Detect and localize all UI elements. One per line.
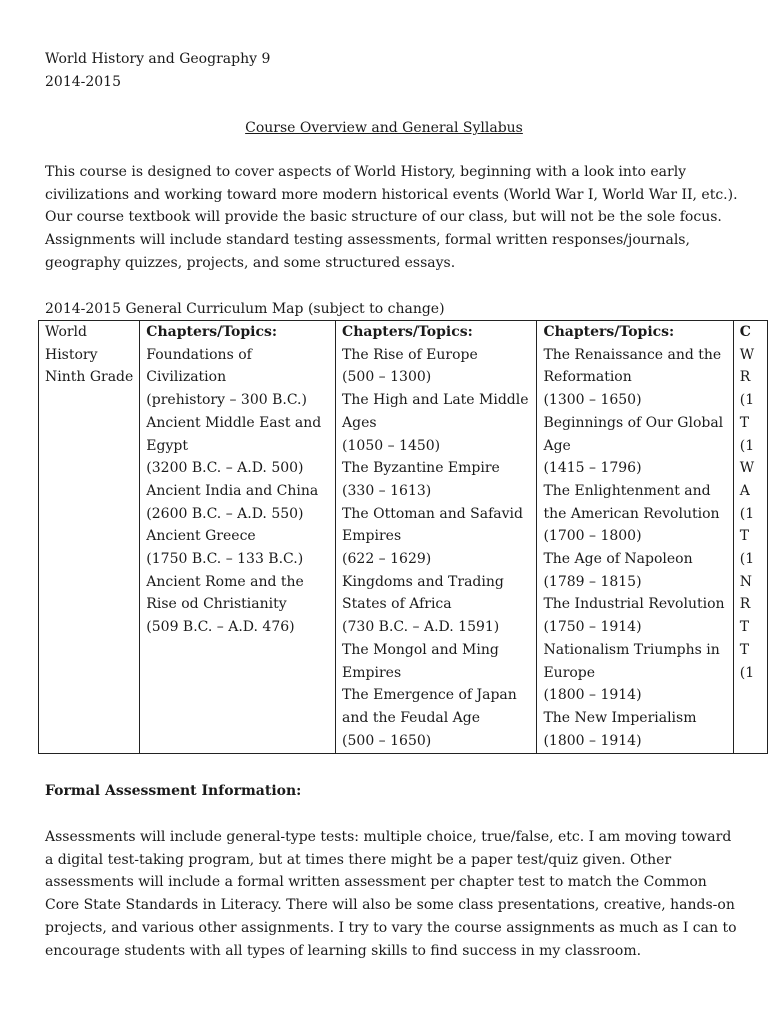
topic-line: R <box>739 369 751 386</box>
topic-line: Ancient Rome and the <box>146 573 304 590</box>
topic-line: Foundations of <box>146 346 252 363</box>
topic-line: The Age of Napoleon <box>543 551 693 568</box>
topic-line: (1300 – 1650) <box>543 392 642 409</box>
topic-line: Europe <box>543 664 596 681</box>
topics-cell <box>140 321 336 754</box>
topic-line: A <box>739 482 750 499</box>
topic-line: (1 <box>739 664 755 681</box>
topic-line: Civilization <box>146 369 227 386</box>
topic-line: Empires <box>342 664 402 681</box>
topic-line: Reformation <box>543 369 632 386</box>
topic-line: (500 – 1300) <box>342 369 432 386</box>
topics-cell <box>733 321 767 754</box>
topic-line: R <box>739 596 751 613</box>
topic-line: The Byzantine Empire <box>342 460 500 477</box>
topic-line: Age <box>543 437 571 454</box>
intro-line: This course is designed to cover aspects of World History, beginning with a look into early <box>45 164 687 180</box>
assessment-line: encourage students with all types of learning skills to find success in my classroom. <box>45 942 642 959</box>
topic-line: W <box>739 346 755 363</box>
topic-line: Ages <box>342 414 377 431</box>
topic-line: (1050 – 1450) <box>342 437 441 454</box>
topic-line: The Rise of Europe <box>342 346 478 363</box>
topic-line: (1 <box>739 551 755 568</box>
topic-line: States of Africa <box>342 596 452 613</box>
topic-line: W <box>739 460 755 477</box>
topic-line: Ancient Greece <box>146 528 256 545</box>
topic-line: (730 B.C. – A.D. 1591) <box>342 619 500 636</box>
syllabus-title: Course Overview and General Syllabus <box>245 120 523 136</box>
curriculum-map-table <box>38 320 768 754</box>
topic-line: Empires <box>342 528 402 545</box>
topic-line: The Ottoman and Safavid <box>342 505 523 522</box>
topic-line: T <box>739 414 750 431</box>
assessment-heading: Formal Assessment Information: <box>45 783 302 799</box>
column-heading: Chapters/Topics: <box>543 324 675 340</box>
assessment-line: Core State Standards in Literacy. There will also be some class presentations, creative, hands-on <box>45 897 735 914</box>
row-label-cell <box>39 321 140 754</box>
topic-line: and the Feudal Age <box>342 709 481 726</box>
topic-line: (1750 B.C. – 133 B.C.) <box>146 551 304 568</box>
curriculum-map-title: 2014-2015 General Curriculum Map (subject to change) <box>45 301 445 317</box>
column-heading: Chapters/Topics: <box>342 324 473 340</box>
topic-line: (1 <box>739 437 755 454</box>
intro-line: civilizations and working toward more modern historical events (World War I, World War II, etc.). <box>45 186 738 203</box>
intro-line: geography quizzes, projects, and some structured essays. <box>45 254 456 271</box>
topic-line: (1750 – 1914) <box>543 619 642 636</box>
intro-paragraph <box>45 161 738 275</box>
topic-line: (3200 B.C. – A.D. 500) <box>146 460 304 477</box>
topic-line: The Emergence of Japan <box>342 687 517 704</box>
topic-line: (500 – 1650) <box>342 732 432 749</box>
topic-line: Ancient India and China <box>146 482 319 499</box>
course-name: World History and Geography 9 <box>45 51 271 67</box>
topic-line: (1800 – 1914) <box>543 687 642 704</box>
intro-line: Assignments will include standard testing assessments, formal written responses/journals, <box>45 232 690 249</box>
topic-line: Egypt <box>146 437 188 454</box>
assessment-line: assessments will include a formal written assessment per chapter test to match the Common <box>45 874 707 891</box>
topic-line: (1789 – 1815) <box>543 573 642 590</box>
topic-line: (1 <box>739 392 755 409</box>
topic-line: (prehistory – 300 B.C.) <box>146 392 307 409</box>
topic-line: The High and Late Middle <box>342 392 529 409</box>
topic-line: The Industrial Revolution <box>543 596 725 613</box>
topic-line: T <box>739 641 750 658</box>
row-label-line: World <box>45 324 87 340</box>
topic-line: (1800 – 1914) <box>543 732 642 749</box>
topic-line: (1415 – 1796) <box>543 460 642 477</box>
assessment-line: a digital test-taking program, but at times there might be a paper test/quiz given. Other <box>45 851 672 868</box>
topic-line: N <box>739 573 752 590</box>
topic-line: (509 B.C. – A.D. 476) <box>146 619 295 636</box>
topic-line: The Mongol and Ming <box>342 641 499 658</box>
assessment-line: projects, and various other assignments. I try to vary the course assignments as much as I can to <box>45 919 737 936</box>
topic-line: Beginnings of Our Global <box>543 414 724 431</box>
intro-line: Our course textbook will provide the basic structure of our class, but will not be the sole focus. <box>45 209 722 226</box>
topic-line: T <box>739 619 750 636</box>
topic-line: the American Revolution <box>543 505 720 522</box>
topic-line: (622 – 1629) <box>342 551 432 568</box>
topic-line: The Renaissance and the <box>543 346 722 363</box>
topic-line: The Enlightenment and <box>543 482 711 499</box>
assessment-line: Assessments will include general-type tests: multiple choice, true/false, etc. I am moving toward <box>45 829 732 845</box>
topic-line: Rise od Christianity <box>146 596 287 613</box>
row-label-line: History <box>45 346 98 363</box>
topic-line: Nationalism Triumphs in <box>543 641 720 658</box>
table-row <box>39 321 768 754</box>
topic-line: (1 <box>739 505 755 522</box>
row-label-line: Ninth Grade <box>45 369 134 386</box>
column-heading: C <box>739 324 751 340</box>
topic-line: (330 – 1613) <box>342 482 432 499</box>
topic-line: The New Imperialism <box>543 709 697 726</box>
topic-line: (1700 – 1800) <box>543 528 642 545</box>
topic-line: Kingdoms and Trading <box>342 573 504 590</box>
topic-line: T <box>739 528 750 545</box>
topics-cell <box>537 321 733 754</box>
column-heading: Chapters/Topics: <box>146 324 278 340</box>
topics-cell <box>336 321 537 754</box>
topic-line: (2600 B.C. – A.D. 550) <box>146 505 304 522</box>
school-year: 2014-2015 <box>45 74 121 90</box>
topic-line: Ancient Middle East and <box>146 414 322 431</box>
assessment-paragraph <box>45 826 737 962</box>
